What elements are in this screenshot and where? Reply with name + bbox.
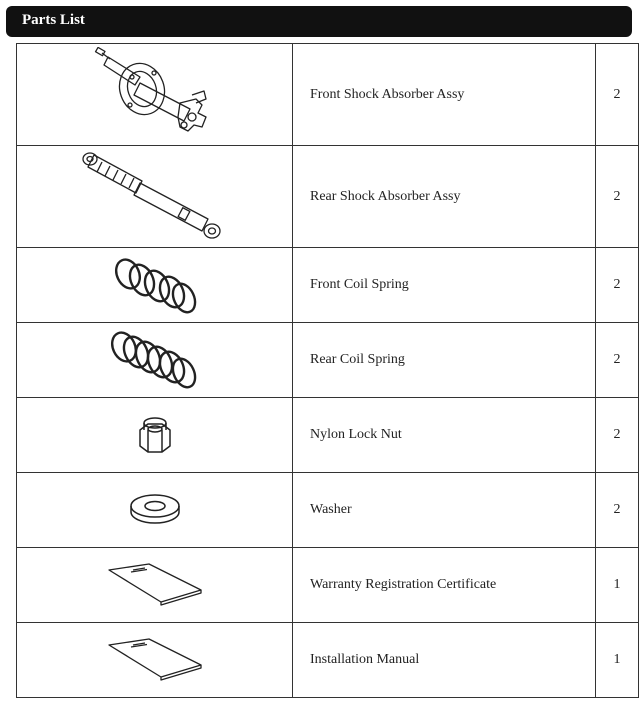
part-quantity: 1 [596,548,639,623]
part-name: Nylon Lock Nut [293,398,596,473]
part-name: Rear Coil Spring [293,323,596,398]
table-row [17,44,639,146]
table-row [17,146,639,248]
part-name: Front Coil Spring [293,248,596,323]
part-quantity: 2 [596,44,639,146]
parts-list-header [6,6,632,37]
table-row [17,323,639,398]
front-shock-absorber-icon [80,47,230,143]
table-row [17,473,639,548]
washer-icon [125,490,185,530]
part-quantity: 1 [596,623,639,698]
table-row [17,623,639,698]
part-quantity: 2 [596,323,639,398]
part-quantity: 2 [596,146,639,248]
page-title: Parts List [22,12,85,28]
part-name: Installation Manual [293,623,596,698]
table-row [17,248,639,323]
rear-shock-absorber-icon [80,149,230,245]
nylon-lock-nut-icon [130,410,180,460]
parts-table [16,43,639,698]
part-name: Rear Shock Absorber Assy [293,146,596,248]
part-name: Washer [293,473,596,548]
front-coil-spring-icon [110,252,200,318]
table-row [17,548,639,623]
rear-coil-spring-icon [110,327,200,393]
part-name: Front Shock Absorber Assy [293,44,596,146]
part-quantity: 2 [596,398,639,473]
part-quantity: 2 [596,248,639,323]
part-quantity: 2 [596,473,639,548]
part-name: Warranty Registration Certificate [293,548,596,623]
table-row [17,398,639,473]
manual-icon [105,637,205,683]
certificate-icon [105,562,205,608]
